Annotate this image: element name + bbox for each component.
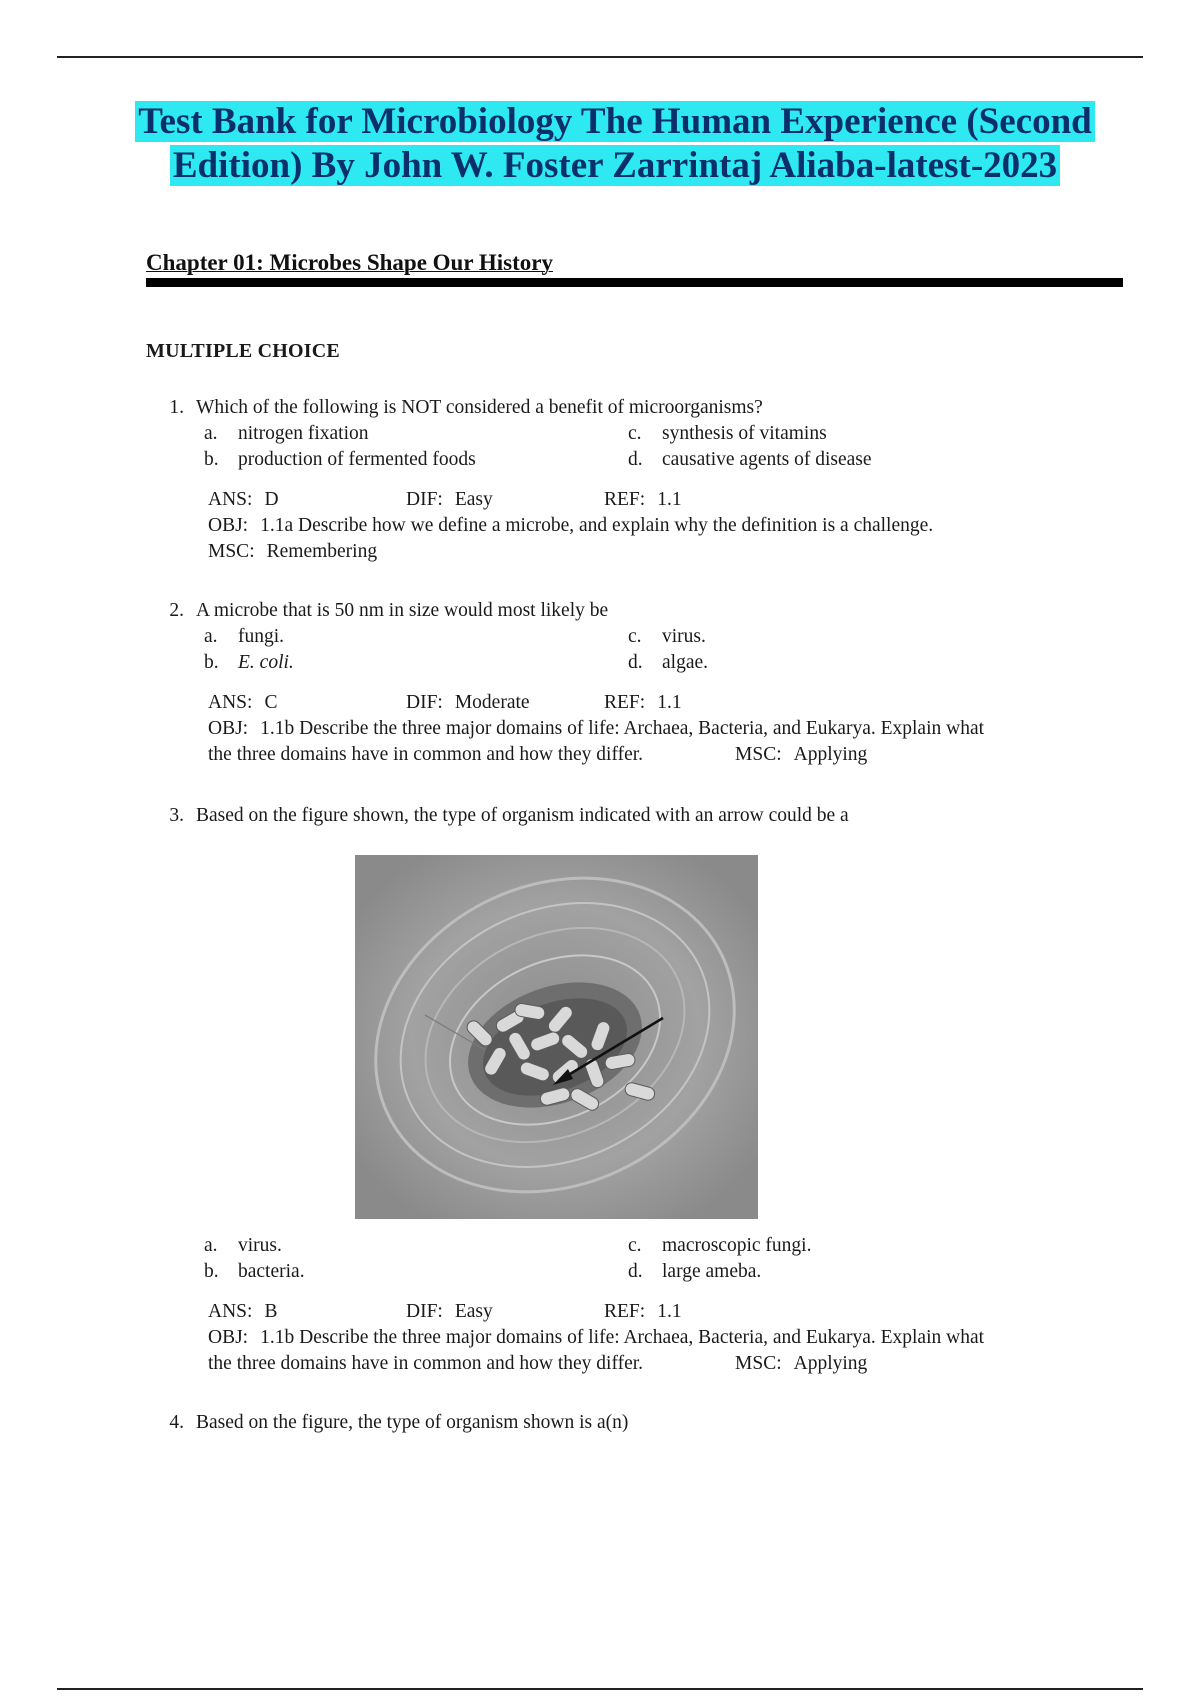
section-heading: MULTIPLE CHOICE [146,340,340,362]
option-c: c. synthesis of vitamins [628,423,827,444]
micrograph-figure [355,855,758,1219]
bacteria-micrograph-image [355,855,758,1219]
objective: OBJ: 1.1a Describe how we define a microbe, and explain why the definition is a challenge. [208,515,934,536]
question-stem: Based on the figure shown, the type of organism indicated with an arrow could be a [196,805,849,826]
reference: REF: 1.1 [604,692,682,713]
question-stem: Which of the following is NOT considered a benefit of microorganisms? [196,397,763,418]
question-stem: Based on the figure, the type of organism shown is a(n) [196,1412,629,1433]
question-1 [146,395,1106,565]
option-a: a. fungi. [204,626,285,647]
msc: MSC: Applying [735,744,868,765]
question-3-options [146,1233,1106,1377]
option-a: a. nitrogen fixation [204,423,369,444]
question-2 [146,598,1106,768]
document-title [100,100,1130,188]
option-d: d. large ameba. [628,1261,762,1282]
bottom-rule [57,1688,1143,1690]
question-number: 4. [169,1412,184,1433]
option-a: a. virus. [204,1235,282,1256]
difficulty: DIF: Moderate [406,692,530,713]
msc: MSC: Remembering [208,541,378,562]
question-stem: A microbe that is 50 nm in size would most likely be [196,600,609,621]
answer: ANS: B [208,1301,278,1322]
objective: OBJ: 1.1b Describe the three major domains of life: Archaea, Bacteria, and Eukarya. Explain what [208,1327,985,1348]
objective-continued: the three domains have in common and how they differ. [208,744,644,765]
option-b: b. E. coli. [204,652,294,673]
option-b: b. production of fermented foods [204,449,476,470]
reference: REF: 1.1 [604,489,682,510]
question-number: 3. [169,805,184,826]
question-3 [146,803,1106,829]
option-b: b. bacteria. [204,1261,305,1282]
top-rule [57,56,1143,58]
question-4 [146,1410,1106,1436]
question-number: 1. [169,397,184,418]
option-c: c. macroscopic fungi. [628,1235,812,1256]
difficulty: DIF: Easy [406,489,493,510]
question-number: 2. [169,600,184,621]
answer-meta [208,690,1106,768]
option-c: c. virus. [628,626,706,647]
answer-meta [208,487,1106,565]
chapter-heading: Chapter 01: Microbes Shape Our History [146,250,1123,287]
msc: MSC: Applying [735,1353,868,1374]
reference: REF: 1.1 [604,1301,682,1322]
answer: ANS: C [208,692,278,713]
objective: OBJ: 1.1b Describe the three major domains of life: Archaea, Bacteria, and Eukarya. Explain what [208,718,985,739]
title-line-2: Edition) By John W. Foster Zarrintaj Aliaba-latest-2023 [170,145,1060,186]
option-d: d. algae. [628,652,709,673]
option-d: d. causative agents of disease [628,449,872,470]
answer: ANS: D [208,489,279,510]
title-line-1: Test Bank for Microbiology The Human Experience (Second [135,101,1095,142]
answer-meta [208,1299,1106,1377]
difficulty: DIF: Easy [406,1301,493,1322]
objective-continued: the three domains have in common and how they differ. [208,1353,644,1374]
